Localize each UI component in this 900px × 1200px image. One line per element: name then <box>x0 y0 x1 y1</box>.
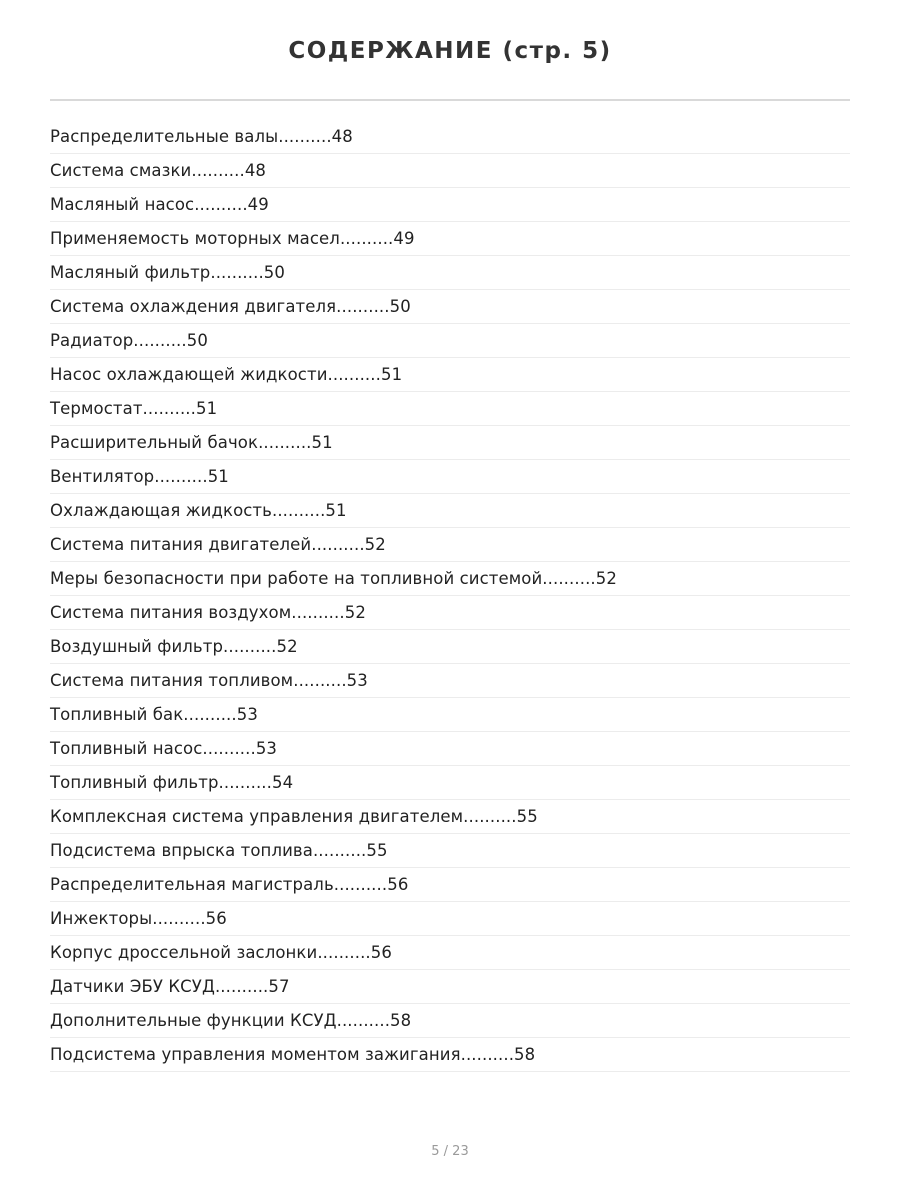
toc-entry[interactable]: Насос охлаждающей жидкости..........51 <box>50 358 850 392</box>
toc-entry[interactable]: Термостат..........51 <box>50 392 850 426</box>
toc-entry[interactable]: Дополнительные функции КСУД..........58 <box>50 1004 850 1038</box>
toc-entry[interactable]: Система смазки..........48 <box>50 154 850 188</box>
toc-entry[interactable]: Система питания топливом..........53 <box>50 664 850 698</box>
toc-entry[interactable]: Инжекторы..........56 <box>50 902 850 936</box>
toc-entry[interactable]: Комплексная система управления двигателем..........55 <box>50 800 850 834</box>
toc-entry[interactable]: Воздушный фильтр..........52 <box>50 630 850 664</box>
toc-entry[interactable]: Корпус дроссельной заслонки..........56 <box>50 936 850 970</box>
toc-entry[interactable]: Топливный насос..........53 <box>50 732 850 766</box>
toc-entry[interactable]: Масляный насос..........49 <box>50 188 850 222</box>
page-number-indicator: 5 / 23 <box>431 1144 469 1159</box>
toc-entry[interactable]: Подсистема управления моментом зажигания..........58 <box>50 1038 850 1072</box>
toc-entry[interactable]: Распределительные валы..........48 <box>50 120 850 154</box>
page-title: СОДЕРЖАНИЕ (стр. 5) <box>288 38 612 64</box>
toc-entry[interactable]: Подсистема впрыска топлива..........55 <box>50 834 850 868</box>
toc-entry[interactable]: Применяемость моторных масел..........49 <box>50 222 850 256</box>
toc-entry[interactable]: Датчики ЭБУ КСУД..........57 <box>50 970 850 1004</box>
toc-entry[interactable]: Топливный бак..........53 <box>50 698 850 732</box>
table-of-contents <box>50 120 850 1072</box>
toc-entry[interactable]: Система охлаждения двигателя..........50 <box>50 290 850 324</box>
toc-entry[interactable]: Масляный фильтр..........50 <box>50 256 850 290</box>
toc-entry[interactable]: Система питания воздухом..........52 <box>50 596 850 630</box>
toc-entry[interactable]: Расширительный бачок..........51 <box>50 426 850 460</box>
toc-entry[interactable]: Топливный фильтр..........54 <box>50 766 850 800</box>
title-divider <box>50 99 850 101</box>
toc-entry[interactable]: Меры безопасности при работе на топливной системой..........52 <box>50 562 850 596</box>
toc-entry[interactable]: Вентилятор..........51 <box>50 460 850 494</box>
toc-entry[interactable]: Охлаждающая жидкость..........51 <box>50 494 850 528</box>
toc-entry[interactable]: Распределительная магистраль..........56 <box>50 868 850 902</box>
toc-entry[interactable]: Система питания двигателей..........52 <box>50 528 850 562</box>
toc-entry[interactable]: Радиатор..........50 <box>50 324 850 358</box>
